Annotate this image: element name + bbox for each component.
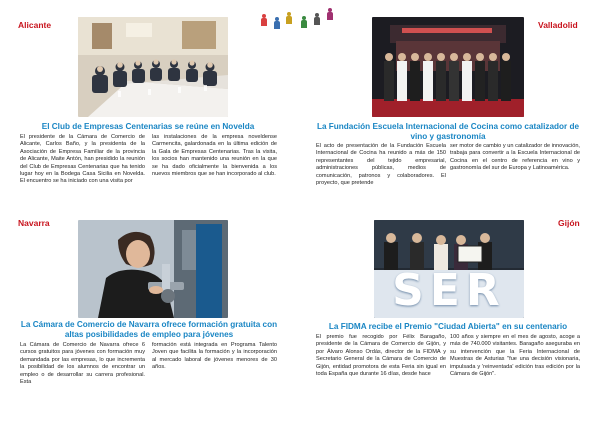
region-label-gijon: Gijón	[558, 218, 580, 228]
photo-alicante-meeting	[78, 17, 228, 117]
photo-gijon-award	[374, 220, 524, 318]
article-text-valladolid-col1: El acto de presentación de la Fundación Escuela Internacional de Cocina ha reunido a más de 150 representantes del tejido empresarial, administraciones públicas, medios de comunicación, patronos y colaboradores. El proyecto, que pretende	[316, 143, 446, 187]
article-text-navarra-col1: La Cámara de Comercio de Navarra ofrece 6 cursos gratuitos para jóvenes con formación muy demandada por las empresas, lo que incrementa la posibilidad de los alumnos de encontrar un empleo o de desarrollar su carrera profesional. Esta	[20, 342, 145, 386]
headline-alicante: El Club de Empresas Centenarias se reúne en Novelda	[41, 122, 255, 131]
photo-valladolid-group	[372, 17, 524, 117]
article-text-navarra-col2: formación está integrada en Programa Talento Joven que facilita la formación y la incorporación al mercado laboral de jóvenes menores de 30 años.	[152, 342, 277, 371]
photo-navarra-training	[78, 220, 228, 318]
headline-navarra: La Cámara de Comercio de Navarra ofrece formación gratuita con altas posibilidades de empleo para jóvenes	[20, 320, 278, 339]
headline-gijon: La FIDMA recibe el Premio "Ciudad Abierta" en su centenario	[328, 322, 568, 331]
header-figures	[258, 8, 338, 32]
article-text-gijon-col1: El premio fue recogido por Félix Baragaño, presidente de la Cámara de Comercio de Gijón, y por Álvaro Alonso Ordás, director de la FIDMA y Secretario General de la Cámara de Comercio de Gijón, entidad promotora de esta Feria sin igual en toda España que durante 16 días, desde hace	[316, 334, 446, 378]
training-illustration	[78, 220, 228, 318]
group-illustration	[372, 17, 524, 117]
region-label-navarra: Navarra	[18, 218, 50, 228]
region-label-alicante: Alicante	[18, 20, 52, 30]
region-label-valladolid: Valladolid	[538, 20, 578, 30]
ser-sign: SER	[392, 265, 506, 316]
article-text-gijon-col2: 100 años y siempre en el mes de agosto, acoge a más de 740.000 visitantes. Baragaño aseguraba en su intervención que la Feria Internacional de Muestras de Asturias "fue una decisión visionaria, impulsada y 'reinventada' edición tras edición por la Cámara de Gijón".	[450, 334, 580, 378]
meeting-illustration	[78, 17, 228, 117]
article-text-alicante-col1: El presidente de la Cámara de Comercio de Alicante, Carlos Baño, y la presidenta de la Asociación de Empresa Familiar de la provincia de Alicante, Maite Antón, han presidido la reunión del Club de Empresas Centenarias que ha tenido lugar hoy en la Bodega Casa Sicilia en Novelda. El encuentro se ha iniciado con una visita por	[20, 134, 145, 185]
article-text-valladolid-col2: ser motor de cambio y un catalizador de innovación, trabaja para convertir a la Escuela Internacional de Cocina en el centro de referencia en vino y gastronomía del sur de Europa y Latinoamérica.	[450, 143, 580, 172]
headline-valladolid: La Fundación Escuela Internacional de Cocina como catalizador de vino y gastronomía	[316, 122, 580, 141]
article-text-alicante-col2: las instalaciones de la empresa noveldense Carmencita, galardonada en la última edición de la Gala de Empresas Centenarias. Tras la visita, los socios han mantenido una reunión en la que se ha dado oficialmente la bienvenida a los nuevos miembros que se han incorporado al club.	[152, 134, 277, 178]
